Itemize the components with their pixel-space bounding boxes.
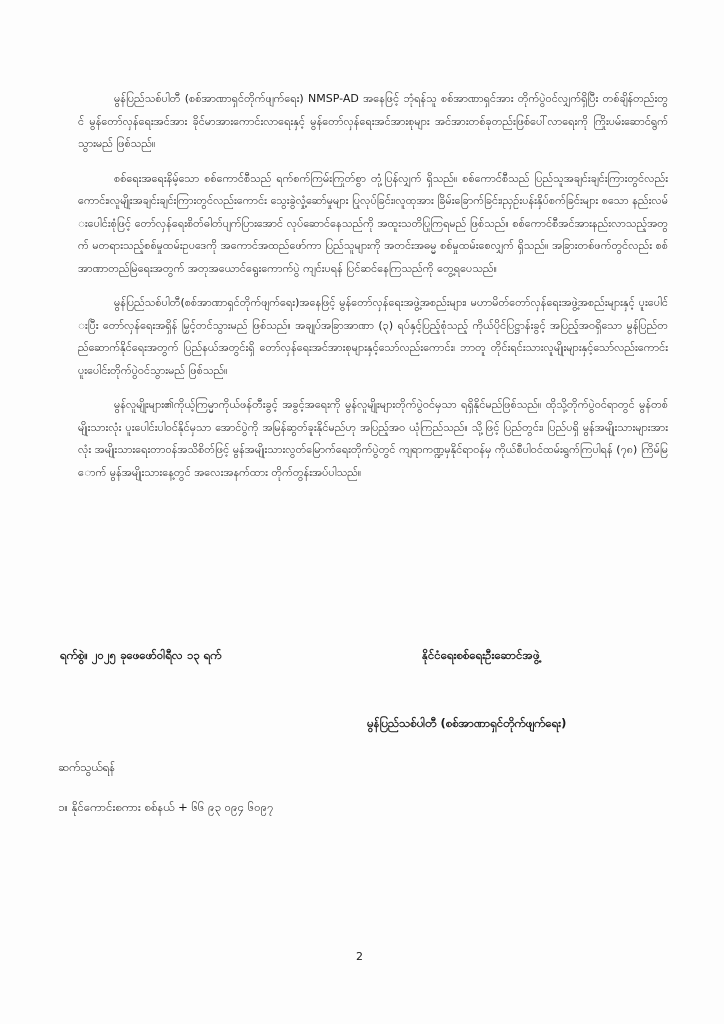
date-line: ရက်စွဲ။ ၂၀၂၅ ခုဖေဖော်ဝါရီလ ၁၃ ရက် (60, 648, 222, 662)
paragraph: မွန်လူမျိုးများ၏ကိုယ့်ကြမ္မာကိုယ်ဖန်တီးခွင့် အခွင့်အရေးကို မွန်လူမျိုးများတိုက်ပွဲဝင်မှသာ ရရှိနိုင်မည်ဖြစ်သည်။ ထိုသို့တိုက်ပွဲဝင်ရာတွင် မွန်တစ်မျိုးသားလုံး ပူးပေါင်းပါဝင်နိုင်မှသာ အောင်ပွဲကို အမြန်ဆွတ်ခူးနိုင်မည်ဟု အပြည့်အဝ ယုံကြည်သည်။ သို့ဖြင့် ပြည်တွင်း၊ ပြည်ပရှိ မွန်အမျိုးသားများအားလုံး အမျိုးသားရေးတာဝန်အသိစိတ်ဖြင့် မွန်အမျိုးသားလွတ်မြောက်ရေးတိုက်ပွဲတွင် ကျရာကဏ္ဍမှနိုင်ရာဝန်မှ ကိုယ်စီပါဝင်ထမ်းရွက်ကြပါရန် (၇၈) ကြိမ်မြောက် မွန်အမျိုးသားနေ့တွင် အလေးအနက်ထား တိုက်တွန်းအပ်ပါသည်။ (78, 398, 668, 479)
issuer-party: မွန်ပြည်သစ်ပါတီ (စစ်အာဏာရှင်တိုက်ဖျက်ရေး) (367, 716, 567, 730)
contact-entry: ၁။ နိုင်ကောင်းစကား စစ်နယ် + ၆၆ ၉၃ ၀၉၄ ၆၀၉၇ (58, 800, 274, 814)
page-number: 2 (356, 950, 363, 963)
issuer-committee: နိုင်ငံရေးစစ်ရေးဦးဆောင်အဖွဲ့ (422, 648, 540, 662)
signature-row (60, 648, 680, 674)
paragraph: မွန်ပြည်သစ်ပါတီ (စစ်အာဏာရှင်တိုက်ဖျက်ရေး) NMSP-AD အနေဖြင့် ဘုံရန်သူ စစ်အာဏာရှင်အား တိုက်ပွဲဝင်လျှက်ရှိပြီး တစ်ချိန်တည်းတွင် မွန်တော်လှန်ရေးအင်အား ခိုင်မာအားကောင်းလာရေးနှင့် မွန်တော်လှန်ရေးအင်အားစုများ အင်အားတစ်ခုတည်းဖြစ်ပေါ်လာရေးကို ကြိုးပမ်းဆောင်ရွက်သွားမည် ဖြစ်သည်။ (78, 92, 668, 150)
paragraph: မွန်ပြည်သစ်ပါတီ(စစ်အာဏာရှင်တိုက်ဖျက်ရေး)အနေဖြင့် မွန်တော်လှန်ရေးအဖွဲ့အစည်းများ၊ မဟာမိတ်တော်လှန်ရေးအဖွဲ့အစည်းများနှင့် ပူးပေါင်းပြီး တော်လှန်ရေးအရှိန် မြှင့်တင်သွားမည် ဖြစ်သည်။ အချုပ်အခြာအာဏာ (၃) ရပ်နှင့်ပြည့်စုံသည့် ကိုယ်ပိုင်ပြဋ္ဌာန်းခွင့် အပြည့်အဝရှိသော မွန်ပြည်တည်ဆောက်နိုင်ရေးအတွက် ပြည်နယ်အတွင်းရှိ တော်လှန်ရေးအင်အားစုများနှင့်သော်လည်းကောင်း၊ ဘာတူ တိုင်းရင်းသားလူမျိုးများနှင့်သော်လည်းကောင်း ပူးပေါင်းတိုက်ပွဲဝင်သွားမည် ဖြစ်သည်။ (78, 296, 668, 377)
contact-label: ဆက်သွယ်ရန် (58, 760, 116, 774)
paragraph: စစ်ရေးအရေးနိမ့်သော စစ်ကောင်စီသည် ရက်စက်ကြမ်းကြုတ်စွာ တုံ့ပြန်လျှက် ရှိသည်။ စစ်ကောင်စီသည် ပြည်သူအချင်းချင်းကြားတွင်လည်းကောင်း၊လူမျိုးအချင်းချင်းကြားတွင်လည်းကောင်း သွေးခွဲလှုံ့ဆော်မှုများ ပြုလုပ်ခြင်း၊လူထုအား ခြိမ်းခြောက်ခြင်း၊ညှဉ်းပန်းနှိပ်စက်ခြင်းများ စသော နည်းလမ်းပေါင်းစုံဖြင့် တော်လှန်ရေးစိတ်ဓါတ်ပျက်ပြားအောင် လုပ်ဆောင်နေသည်ကို အထူးသတိပြုကြရမည် ဖြစ်သည်။ စစ်ကောင်စီအင်အားနည်းလာသည့်အတွက် မတရားသည့်စစ်မှုထမ်းဥပဒေကို အကောင်အထည်ဖော်ကာ ပြည်သူများကို အတင်းအဓမ္မ စစ်မှုထမ်းစေလျှက် ရှိသည်။ အခြားတစ်ဖက်တွင်လည်း စစ်အာဏာတည်မြဲရေးအတွက် အတုအယောင်ရွေးကောက်ပွဲ ကျင်းပရန် ပြင်ဆင်နေကြသည်ကို တွေ့ရပေသည်။ (78, 171, 668, 275)
statement-body (78, 88, 668, 496)
